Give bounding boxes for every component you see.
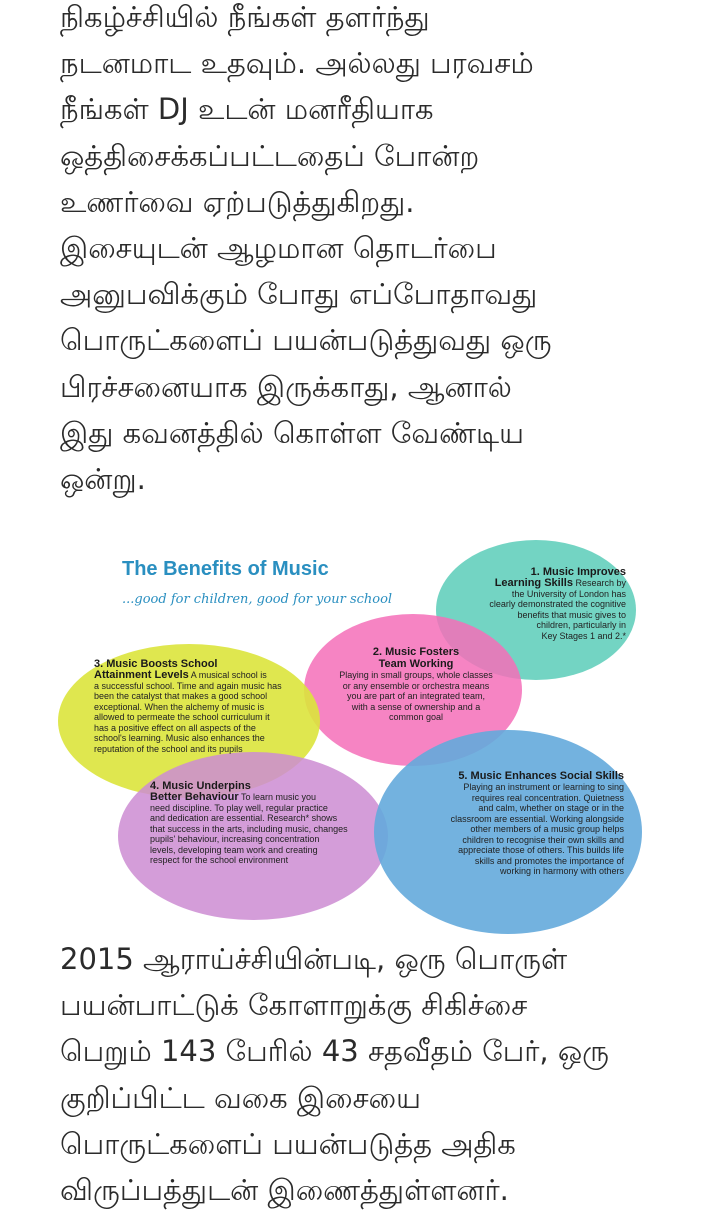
benefit-text: you are part of an integrated team, [346, 691, 486, 701]
benefit-text: Playing an instrument or learning to sing [463, 782, 624, 792]
benefit-text: clearly demonstrated the cognitive [489, 599, 626, 609]
benefit-text: school's learning. Music also enhances the [94, 733, 265, 743]
text-line: நிகழ்ச்சியில் நீங்கள் தளர்ந்து [60, 0, 430, 34]
benefit-heading: 2. Music Fosters [372, 646, 460, 658]
benefit-text: appreciate those of others. This builds life [458, 845, 624, 855]
benefit-text: Research by [575, 578, 626, 588]
benefit-heading: 3. Music Boosts School [94, 658, 218, 670]
benefit-text: requires real concentration. Quietness [471, 792, 624, 803]
text-line: குறிப்பிட்ட வகை இசையை [60, 1080, 421, 1115]
text-line: இசையுடன் ஆழமான தொடர்பை [60, 231, 497, 266]
benefit-text: pupils' behaviour, increasing concentration [150, 834, 320, 844]
text-line: உணர்வை ஏற்படுத்துகிறது. [60, 184, 415, 219]
infographic-title: The Benefits of Music [122, 558, 329, 580]
text-line: பொருட்களைப் பயன்படுத்துவது ஒரு [60, 323, 552, 358]
benefit-3 [94, 658, 306, 754]
text-line: ஒத்திசைக்கப்பட்டதைப் போன்ற [60, 138, 480, 173]
text-line: ஒன்று. [60, 462, 146, 497]
text-line: இது கவனத்தில் கொள்ள வேண்டிய [60, 415, 524, 450]
benefit-text: or any ensemble or orchestra means [342, 680, 490, 691]
benefit-text: skills and promotes the importance of [474, 855, 624, 866]
benefit-text: respect for the school environment [150, 855, 289, 865]
benefit-heading: 4. Music Underpins [150, 780, 251, 792]
benefit-heading: Team Working [378, 658, 454, 670]
text-line: பெறும் 143 பேரில் 43 சதவீதம் பேர், ஒரு [60, 1034, 610, 1069]
benefit-text: exceptional. When the alchemy of music is [94, 701, 265, 712]
benefit-heading: Learning Skills [494, 577, 573, 589]
benefit-text: been the catalyst that makes a good school [94, 691, 268, 701]
text-line: பொருட்களைப் பயன்படுத்த அதிக [60, 1126, 516, 1161]
benefit-text: Playing in small groups, whole classes [339, 670, 493, 680]
benefit-heading: Better Behaviour [150, 791, 239, 803]
benefit-text: a successful school. Time and again music has [94, 680, 282, 691]
benefit-heading: 1. Music Improves [530, 566, 626, 578]
benefits-of-music-infographic[interactable] [56, 534, 646, 934]
benefit-1 [450, 566, 626, 641]
benefit-heading: Attainment Levels [94, 669, 189, 681]
benefit-text: benefits that music gives to [517, 609, 626, 620]
benefit-text: and dedication are essential. Research* shows [150, 813, 338, 823]
benefit-text: levels, developing team work and creating [150, 844, 318, 855]
benefit-text: other members of a music group helps [470, 824, 624, 834]
text-line: அனுபவிக்கும் போது எப்போதாவது [60, 277, 538, 312]
benefit-text: children to recognise their own skills and [462, 834, 624, 845]
text-line: பயன்பாட்டுக் கோளாறுக்கு சிகிச்சை [60, 988, 528, 1023]
text-line: விருப்பத்துடன் இணைத்துள்ளனர். [60, 1173, 509, 1208]
benefit-text: children, particularly in [536, 620, 626, 630]
benefit-text: A musical school is [190, 670, 267, 680]
benefit-text: allowed to permeate the school curriculum it [94, 712, 270, 722]
benefit-text: need discipline. To play well, regular practice [150, 802, 328, 813]
benefit-5 [398, 770, 624, 877]
text-line: நடனமாட உதவும். அல்லது பரவசம் [60, 46, 534, 81]
benefit-text: has a positive effect on all aspects of the [94, 722, 256, 733]
benefit-4 [150, 780, 376, 866]
benefit-heading: 5. Music Enhances Social Skills [458, 770, 624, 782]
benefit-text: Key Stages 1 and 2.* [541, 630, 626, 641]
benefit-text: the University of London has [511, 588, 626, 599]
text-line: பிரச்சனையாக இருக்காது, ஆனால் [60, 369, 512, 404]
benefit-text: with a sense of ownership and a [351, 701, 481, 712]
benefit-text: common goal [388, 712, 444, 722]
text-line: 2015 ஆராய்ச்சியின்படி, ஒரு பொருள் [60, 942, 568, 976]
article-paragraph-1 [60, 0, 680, 502]
benefit-text: classroom are essential. Working alongside [450, 813, 624, 824]
text-line: நீங்கள் DJ உடன் மனரீதியாக [60, 92, 434, 127]
infographic-subtitle: ...good for children, good for your school [122, 592, 393, 607]
benefit-text: and calm, whether on stage or in the [478, 803, 624, 813]
benefit-text: that success in the arts, including music, changes [150, 823, 348, 834]
benefit-2 [318, 646, 514, 723]
benefit-text: To learn music you [240, 792, 317, 802]
benefit-text: reputation of the school and its pupils [94, 743, 243, 754]
article-paragraph-2 [60, 936, 680, 1213]
benefit-text: working in harmony with others [499, 866, 624, 876]
